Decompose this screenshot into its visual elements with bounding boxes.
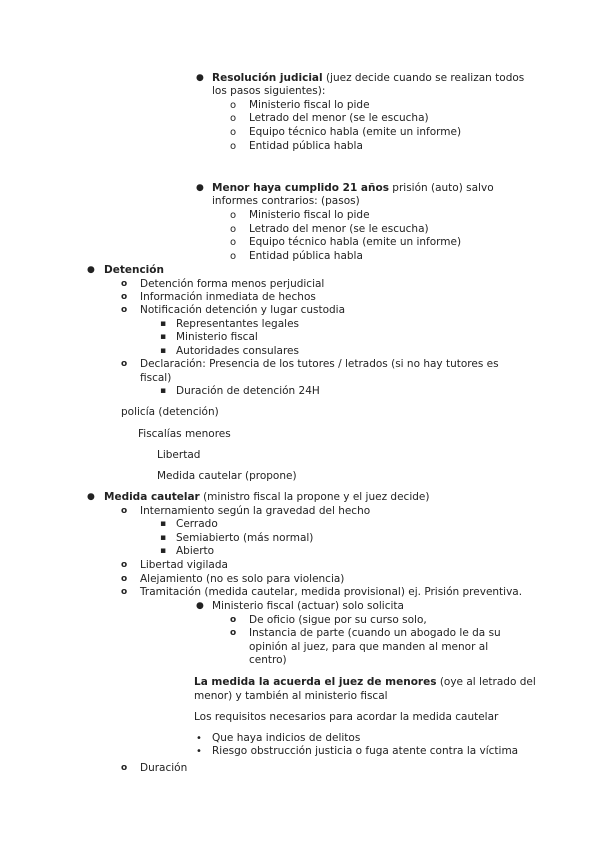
- list-item: Abierto: [176, 545, 215, 557]
- square-bullet: ▪: [160, 546, 167, 556]
- instancia-line2: opinión al juez, para que manden al menor al: [249, 641, 489, 653]
- circle-bullet: o: [230, 210, 237, 221]
- bullet-dot: ●: [196, 183, 204, 193]
- list-item: Equipo técnico habla (emite un informe): [249, 236, 462, 248]
- circle-bullet: o: [121, 292, 128, 302]
- resolucion-line2: los pasos siguientes):: [212, 85, 326, 97]
- circle-bullet: o: [230, 141, 237, 152]
- list-item: Ministerio fiscal lo pide: [249, 99, 370, 111]
- list-item: Libertad vigilada: [140, 559, 228, 571]
- list-item: Letrado del menor (se le escucha): [249, 112, 429, 124]
- list-item: De oficio (sigue por su curso solo,: [249, 614, 427, 626]
- list-item: Equipo técnico habla (emite un informe): [249, 126, 462, 138]
- circle-bullet: o: [230, 113, 237, 124]
- instancia-line: Instancia de parte (cuando un abogado le da su: [249, 627, 501, 639]
- circle-bullet: o: [230, 127, 237, 138]
- list-item: Alejamiento (no es solo para violencia): [140, 573, 345, 585]
- list-item: Autoridades consulares: [176, 345, 299, 357]
- list-item: Ministerio fiscal: [176, 331, 258, 343]
- square-bullet: ▪: [160, 332, 167, 342]
- circle-bullet: o: [121, 279, 128, 289]
- list-item: Notificación detención y lugar custodia: [140, 304, 346, 316]
- square-bullet: ▪: [160, 519, 167, 529]
- list-item: Letrado del menor (se le escucha): [249, 223, 429, 235]
- circle-bullet: o: [121, 506, 128, 516]
- circle-bullet: o: [121, 763, 128, 773]
- requisitos-line: Los requisitos necesarios para acordar la medida cautelar: [194, 711, 499, 723]
- list-item: Información inmediata de hechos: [140, 291, 316, 303]
- circle-bullet: o: [121, 587, 128, 597]
- list-item: Riesgo obstrucción justicia o fuga atente contra la víctima: [212, 745, 519, 757]
- bullet-dot: ●: [196, 73, 204, 83]
- list-item: Cerrado: [176, 518, 218, 530]
- flow-policia: policía (detención): [121, 406, 219, 418]
- list-item: Internamiento según la gravedad del hecho: [140, 505, 371, 517]
- square-bullet: ▪: [160, 386, 167, 396]
- list-item: Representantes legales: [176, 318, 299, 330]
- list-item: Duración de detención 24H: [176, 385, 320, 397]
- declaracion-line: Declaración: Presencia de los tutores / letrados (si no hay tutores es: [140, 358, 499, 370]
- circle-bullet: o: [230, 628, 237, 638]
- bullet-dot: ●: [87, 492, 95, 502]
- list-item: Entidad pública habla: [249, 250, 363, 262]
- flow-medida: Medida cautelar (propone): [157, 470, 297, 482]
- circle-bullet: o: [230, 615, 237, 625]
- list-item: Ministerio fiscal (actuar) solo solicita: [212, 600, 404, 612]
- flow-fiscalias: Fiscalías menores: [138, 428, 231, 440]
- list-item: Tramitación (medida cautelar, medida provisional) ej. Prisión preventiva.: [140, 586, 523, 598]
- list-item: Detención forma menos perjudicial: [140, 278, 325, 290]
- instancia-line3: centro): [249, 654, 287, 666]
- acuerda-line2: menor) y también al ministerio fiscal: [194, 690, 388, 702]
- declaracion-line2: fiscal): [140, 372, 172, 384]
- square-bullet: ▪: [160, 533, 167, 543]
- list-item: Entidad pública habla: [249, 140, 363, 152]
- circle-bullet: o: [121, 305, 128, 315]
- bullet-dot: •: [196, 733, 202, 744]
- resolucion-line: Resolución judicial (juez decide cuando se realizan todos: [212, 72, 525, 84]
- circle-bullet: o: [230, 100, 237, 111]
- circle-bullet: o: [230, 237, 237, 248]
- menor-line2: informes contrarios: (pasos): [212, 195, 360, 207]
- square-bullet: ▪: [160, 346, 167, 356]
- list-item: Que haya indicios de delitos: [212, 732, 361, 744]
- bullet-dot: ●: [87, 265, 95, 275]
- bullet-dot: •: [196, 746, 202, 757]
- flow-libertad: Libertad: [157, 449, 201, 461]
- circle-bullet: o: [121, 560, 128, 570]
- circle-bullet: o: [230, 224, 237, 235]
- bullet-dot: ●: [196, 601, 204, 611]
- list-item: Semiabierto (más normal): [176, 532, 314, 544]
- square-bullet: ▪: [160, 319, 167, 329]
- detencion-heading: Detención: [104, 264, 164, 276]
- menor-line: Menor haya cumplido 21 años prisión (auto) salvo: [212, 182, 494, 194]
- list-item: Ministerio fiscal lo pide: [249, 209, 370, 221]
- circle-bullet: o: [230, 251, 237, 262]
- circle-bullet: o: [121, 359, 128, 369]
- list-item: Duración: [140, 762, 188, 774]
- circle-bullet: o: [121, 574, 128, 584]
- acuerda-line: La medida la acuerda el juez de menores (oye al letrado del: [194, 676, 536, 688]
- medida-heading: Medida cautelar (ministro fiscal la propone y el juez decide): [104, 491, 430, 503]
